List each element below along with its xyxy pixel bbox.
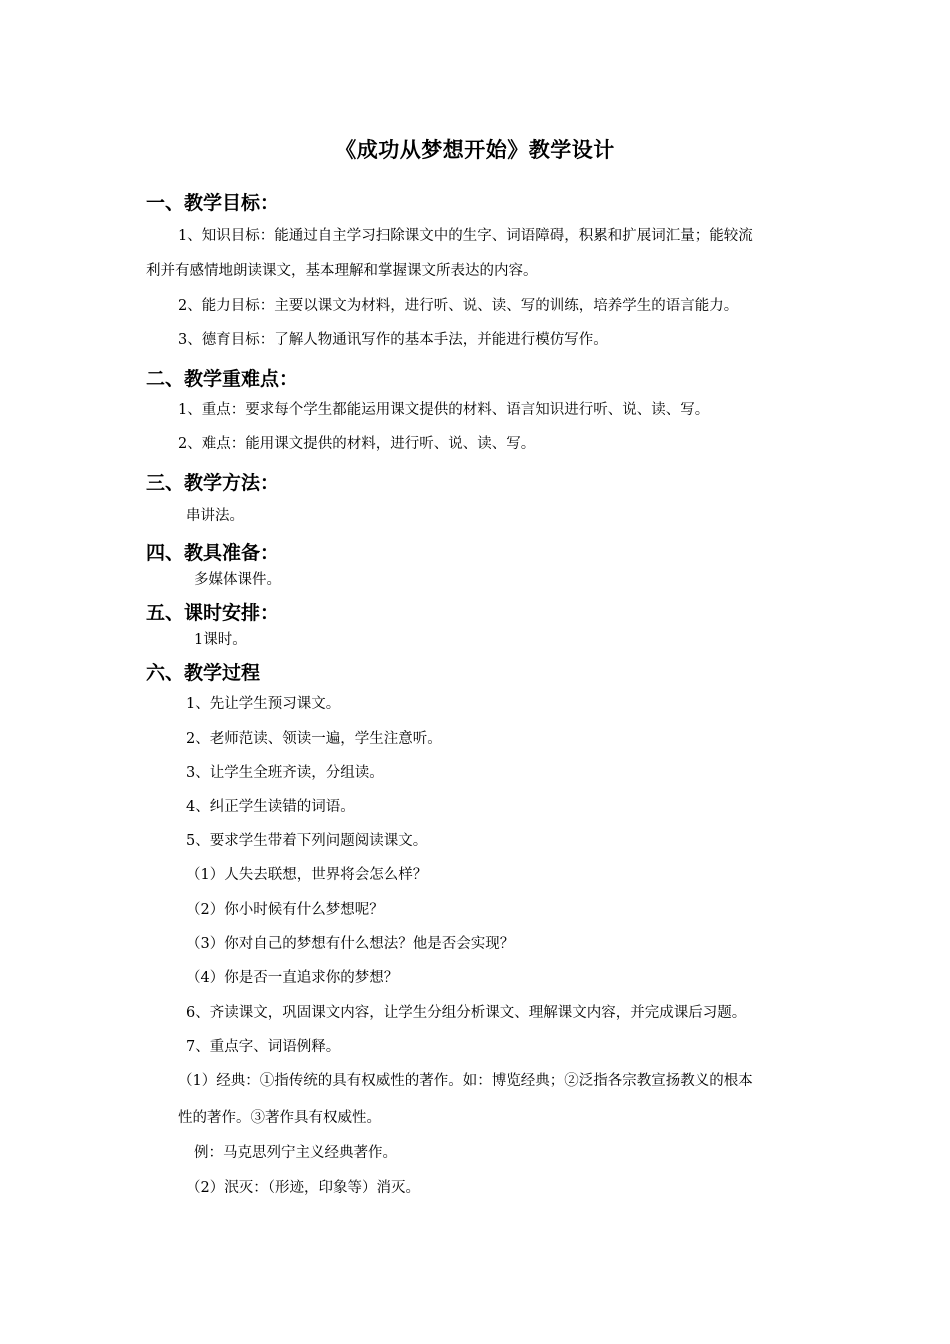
definition-item: （1）经典：①指传统的具有权威性的著作。如：博览经典；②泛指各宗教宣扬教义的根本 xyxy=(178,1073,753,1089)
list-item: 5、要求学生带着下列问题阅读课文。 xyxy=(186,833,428,849)
section-heading-methods: 三、教学方法： xyxy=(146,472,280,494)
section-heading-schedule: 五、课时安排： xyxy=(146,602,280,624)
question-item: （2）你小时候有什么梦想呢？ xyxy=(186,902,384,918)
paragraph: 串讲法。 xyxy=(186,508,244,524)
question-item: （4）你是否一直追求你的梦想？ xyxy=(186,970,399,986)
example-line: 例：马克思列宁主义经典著作。 xyxy=(194,1145,397,1161)
list-item: 6、齐读课文，巩固课文内容，让学生分组分析课文、理解课文内容，并完成课后习题。 xyxy=(186,1005,747,1021)
list-item: 3、让学生全班齐读，分组读。 xyxy=(186,765,384,781)
list-item: 7、重点字、词语例释。 xyxy=(186,1039,341,1055)
section-heading-process: 六、教学过程 xyxy=(146,662,261,684)
paragraph: 1、重点：要求每个学生都能运用课文提供的材料、语言知识进行听、说、读、写。 xyxy=(178,402,710,418)
section-heading-key-points: 二、教学重难点： xyxy=(146,368,299,390)
question-item: （1）人失去联想，世界将会怎么样？ xyxy=(186,867,428,883)
paragraph: 1课时。 xyxy=(194,632,247,648)
paragraph: 2、难点：能用课文提供的材料，进行听、说、读、写。 xyxy=(178,436,536,452)
section-heading-objectives: 一、教学目标： xyxy=(146,192,280,214)
list-item: 4、纠正学生读错的词语。 xyxy=(186,799,355,815)
question-item: （3）你对自己的梦想有什么想法？他是否会实现？ xyxy=(186,936,515,952)
list-item: 1、先让学生预习课文。 xyxy=(186,696,341,712)
paragraph: 3、德育目标：了解人物通讯写作的基本手法，并能进行模仿写作。 xyxy=(178,332,608,348)
paragraph: 2、能力目标：主要以课文为材料，进行听、说、读、写的训练，培养学生的语言能力。 xyxy=(178,298,739,314)
document-title: 《成功从梦想开始》教学设计 xyxy=(335,138,615,162)
list-item: 2、老师范读、领读一遍，学生注意听。 xyxy=(186,731,442,747)
definition-item: （2）泯灭：（形迹，印象等）消灭。 xyxy=(186,1180,420,1196)
paragraph: 利并有感情地朗读课文，基本理解和掌握课文所表达的内容。 xyxy=(146,263,538,279)
paragraph: 1、知识目标：能通过自主学习扫除课文中的生字、词语障碍，积累和扩展词汇量；能较流 xyxy=(178,228,753,244)
definition-item-continued: 性的著作。③著作具有权威性。 xyxy=(178,1110,381,1126)
paragraph: 多媒体课件。 xyxy=(194,572,281,588)
section-heading-materials: 四、教具准备： xyxy=(146,542,280,564)
